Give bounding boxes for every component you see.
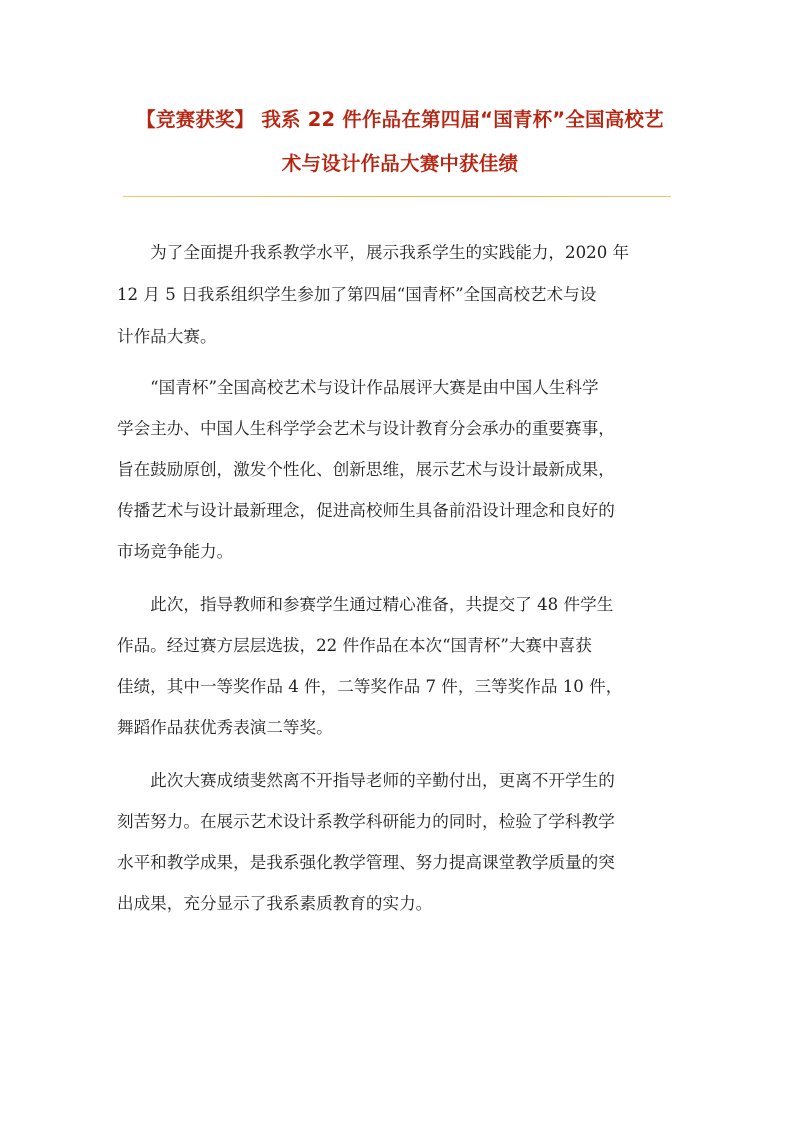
paragraph-line: 计作品大赛。 <box>117 327 217 346</box>
paragraph-line: 刻苦努力。在展示艺术设计系教学科研能力的同时，检验了学科教学 <box>117 812 615 831</box>
paragraph-line: 传播艺术与设计最新理念，促进高校师生具备前沿设计理念和良好的 <box>117 501 615 520</box>
paragraph-line: 舞蹈作品获优秀表演二等奖。 <box>117 718 333 737</box>
article-title-line-2: 术与设计作品大赛中获佳绩 <box>281 152 519 175</box>
paragraph-line: “国青杯”全国高校艺术与设计作品展评大赛是由中国人生科学 <box>117 378 599 397</box>
paragraph-line: 水平和教学成果，是我系强化教学管理、努力提高课堂教学质量的突 <box>117 853 615 872</box>
paragraph-line: 旨在鼓励原创，激发个性化、创新思维，展示艺术与设计最新成果， <box>117 460 615 479</box>
article-title-line-1: 【竞赛获奖】 我系 22 件作品在第四届“国青杯”全国高校艺 <box>136 108 664 131</box>
paragraph-line: 出成果，充分显示了我系素质教育的实力。 <box>117 894 433 913</box>
paragraph-line: 佳绩，其中一等奖作品 4 件，二等奖作品 7 件，三等奖作品 10 件， <box>117 677 623 696</box>
paragraph-line: 作品。经过赛方层层选拔，22 件作品在本次“国青杯”大赛中喜获 <box>117 636 592 655</box>
paragraph-line: 此次大赛成绩斐然离不开指导老师的辛勤付出，更离不开学生的 <box>117 771 615 790</box>
paragraph-line: 市场竞争能力。 <box>117 542 234 561</box>
paragraph-line: 为了全面提升我系教学水平，展示我系学生的实践能力，2020 年 <box>117 243 630 262</box>
paragraph-line: 学会主办、中国人生科学学会艺术与设计教育分会承办的重要赛事， <box>117 419 615 438</box>
paragraph-line: 12 月 5 日我系组织学生参加了第四届“国青杯”全国高校艺术与设 <box>117 285 597 304</box>
paragraph-line: 此次，指导教师和参赛学生通过精心准备，共提交了 48 件学生 <box>117 595 614 614</box>
title-divider <box>123 196 671 197</box>
